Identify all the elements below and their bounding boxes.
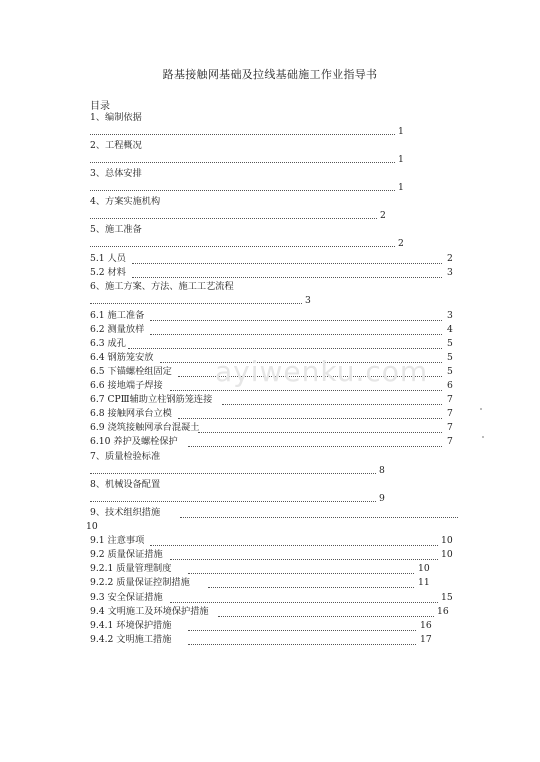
toc-entry-label: 9.4.1 环境保护措施 [90,620,172,631]
toc-leader-dots [132,276,442,278]
toc-entry-page: 3 [447,310,453,321]
toc-entry-page: 8 [379,465,385,476]
toc-entry-page: 17 [420,634,432,645]
toc-leader-dots [132,262,442,264]
toc-leader-dots [90,302,302,304]
toc-leader-dots [150,319,442,321]
watermark: ayiwenku.com [215,355,429,388]
toc-entry-label: 6.10 养护及螺栓保护 [90,436,178,447]
toc-entry-page: 16 [420,620,432,631]
toc-leader-dots [170,601,438,603]
toc-entry-label: 6.3 成孔 [90,338,126,349]
toc-entry-page: 6 [447,380,453,391]
toc-leader-dots [188,643,416,645]
toc-leader-dots [198,431,442,433]
toc-entry-page: 5 [447,352,453,363]
toc-entry-label: 6.5 下锚螺栓组固定 [90,366,172,377]
toc-leader-dots [90,161,395,163]
toc-entry-page: 1 [398,154,404,165]
toc-entry-label: 5、施工准备 [90,224,142,235]
toc-entry-label: 6.2 测量放样 [90,324,145,335]
toc-entry-label: 6.9 浇筑接触网承台混凝土 [90,422,200,433]
toc-entry-label: 6.6 接地端子焊接 [90,380,163,391]
toc-entry-page: 1 [398,182,404,193]
toc-entry-page: 3 [447,267,453,278]
toc-entry-page: 7 [447,436,453,447]
toc-leader-dots [188,572,414,574]
toc-entry-page: 5 [447,366,453,377]
toc-entry-page: 1 [398,126,404,137]
toc-entry-page: 4 [447,324,453,335]
toc-leader-dots [150,544,438,546]
toc-heading: 目录 [90,101,110,112]
toc-leader-dots [90,472,376,474]
toc-leader-dots [180,516,458,518]
toc-leader-dots [90,500,376,502]
toc-leader-dots [90,217,377,219]
toc-leader-dots [208,586,414,588]
toc-entry-page: 2 [398,238,404,249]
toc-leader-dots [222,403,442,405]
toc-leader-dots [90,189,395,191]
toc-entry-label: 4、方案实施机构 [90,196,161,207]
toc-entry-page: 11 [418,577,430,588]
toc-entry-label: 5.2 材料 [90,267,126,278]
toc-entry-page: 9 [379,493,385,504]
toc-entry-label: 9.3 安全保证措施 [90,592,163,603]
toc-entry-label: 9.4 文明施工及环境保护措施 [90,606,209,617]
toc-entry-page: 7 [447,394,453,405]
toc-leader-dots [170,389,442,391]
toc-entry-page: 10 [441,549,453,560]
toc-entry-label: 9、技术组织措施 [90,507,161,518]
toc-entry-page: 16 [437,606,449,617]
toc-entry-label: 1、编制依据 [90,112,142,123]
margin-mark [482,436,484,438]
toc-entry-page: 15 [441,592,453,603]
toc-entry-label: 9.4.2 文明施工措施 [90,634,172,645]
toc-leader-dots [178,417,442,419]
toc-entry-label: 6.7 CPⅢ辅助立柱钢筋笼连接 [90,394,213,405]
toc-entry-page: 3 [305,295,311,306]
toc-entry-label: 6.8 接触网承台立模 [90,408,172,419]
toc-entry-label: 6、施工方案、方法、施工工艺流程 [90,281,234,292]
margin-mark [480,408,482,410]
toc-entry-label: 9.2 质量保证措施 [90,549,163,560]
toc-entry-label: 6.4 钢筋笼安放 [90,352,154,363]
toc-entry-label: 6.1 施工准备 [90,310,145,321]
toc-leader-dots [188,629,416,631]
toc-entry-label: 9.2.2 质量保证控制措施 [90,577,190,588]
toc-leader-dots [170,558,438,560]
toc-leader-dots [150,333,442,335]
toc-entry-label: 2、工程概况 [90,140,142,151]
toc-entry-label: 9.2.1 质量管理制度 [90,563,172,574]
toc-entry-page: 10 [86,521,98,532]
toc-entry-label: 9.1 注意事项 [90,535,145,546]
toc-entry-page: 10 [441,535,453,546]
toc-entry-page: 7 [447,408,453,419]
toc-entry-label: 5.1 人员 [90,253,126,264]
toc-leader-dots [218,615,434,617]
toc-leader-dots [128,347,442,349]
toc-entry-page: 5 [447,338,453,349]
toc-leader-dots [90,245,395,247]
toc-entry-page: 7 [447,422,453,433]
toc-leader-dots [188,445,442,447]
toc-entry-label: 7、质量检验标准 [90,451,161,462]
toc-entry-label: 3、总体安排 [90,168,142,179]
toc-leader-dots [90,133,395,135]
toc-entry-label: 8、机械设备配置 [90,479,161,490]
toc-entry-page: 2 [380,210,386,221]
document-title: 路基接触网基础及拉线基础施工作业指导书 [162,68,378,81]
toc-entry-page: 2 [447,253,453,264]
toc-entry-page: 10 [418,563,430,574]
